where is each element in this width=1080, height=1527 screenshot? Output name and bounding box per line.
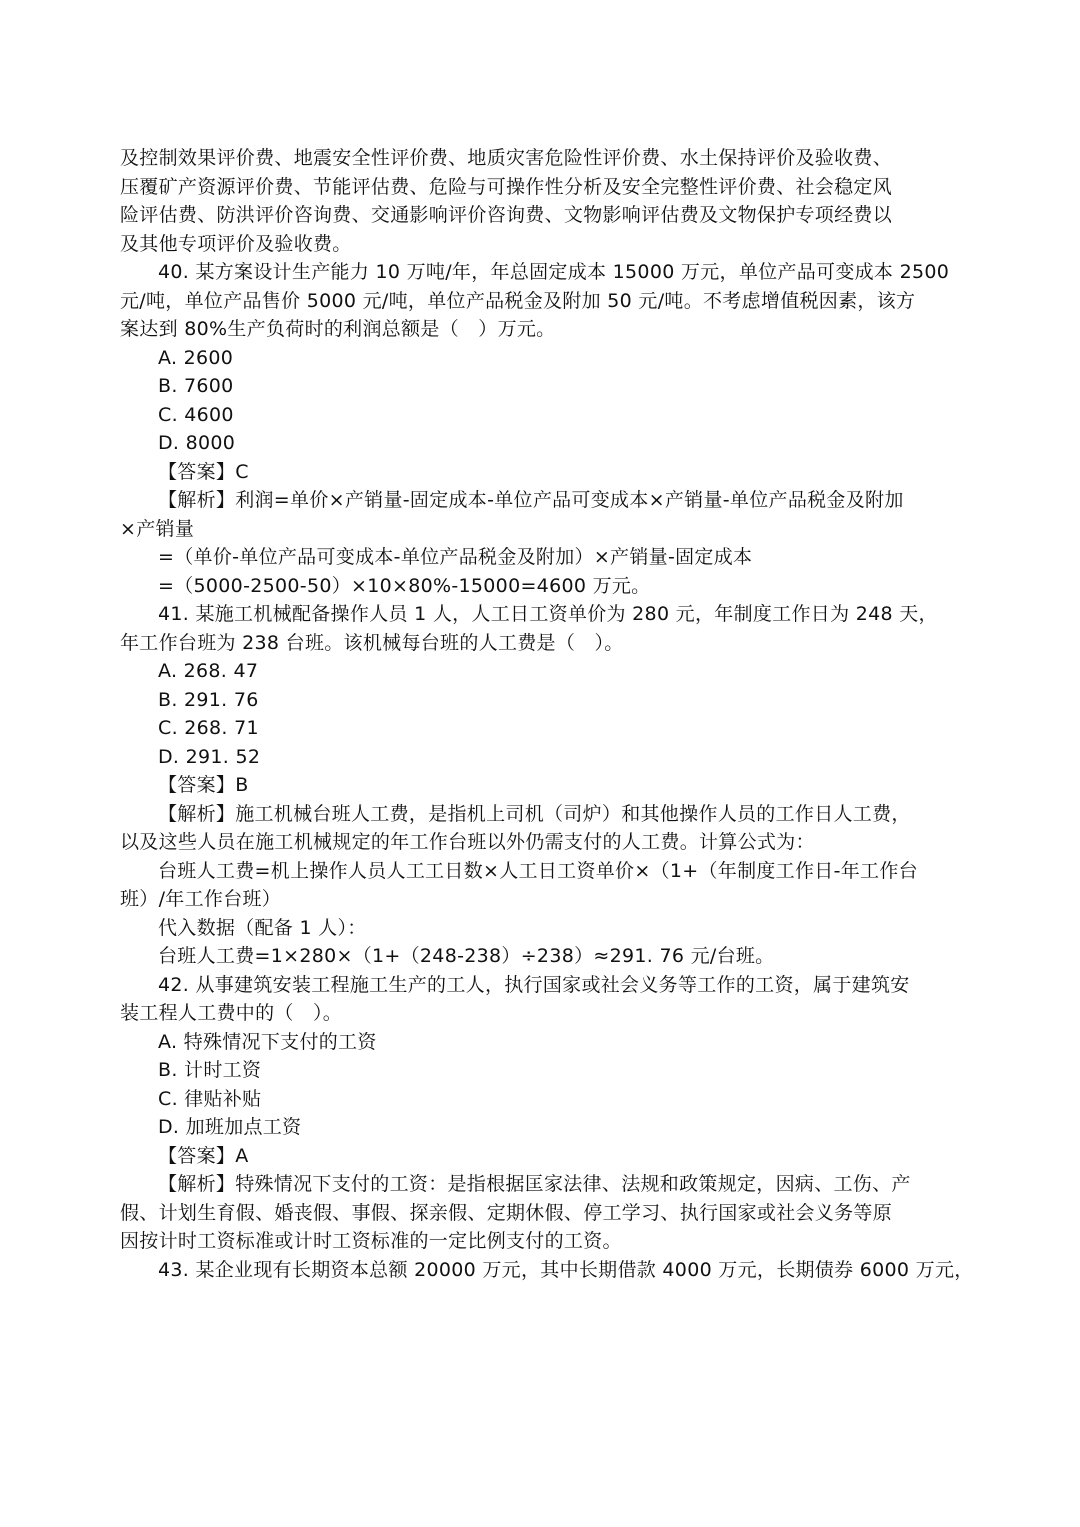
- text-line: 及其他专项评价及验收费。: [120, 232, 352, 255]
- text-line: 压覆矿产资源评价费、节能评估费、危险与可操作性分析及安全完整性评价费、社会稳定风: [120, 175, 893, 198]
- text-line: D. 8000: [158, 432, 236, 454]
- text-line: =（5000-2500-50）×10×80%-15000=4600 万元。: [158, 574, 651, 597]
- text-line: ×产销量: [120, 517, 195, 540]
- text-line: 以及这些人员在施工机械规定的年工作台班以外仍需支付的人工费。计算公式为：: [120, 831, 815, 853]
- text-line: C. 律贴补贴: [158, 1087, 262, 1110]
- text-line: 【答案】B: [158, 774, 249, 796]
- text-line: C. 268. 71: [158, 717, 259, 739]
- text-line: =（单价-单位产品可变成本-单位产品税金及附加）×产销量-固定成本: [158, 546, 753, 568]
- text-line: A. 268. 47: [158, 660, 259, 682]
- text-line: 元/吨，单位产品售价 5000 元/吨，单位产品税金及附加 50 元/吨。不考虑增值税因素，该方: [120, 289, 916, 312]
- text-line: A. 特殊情况下支付的工资: [158, 1030, 377, 1053]
- text-line: C. 4600: [158, 403, 234, 426]
- text-line: B. 7600: [158, 375, 234, 397]
- text-line: 43. 某企业现有长期资本总额 20000 万元，其中长期借款 4000 万元，长期债券 6000 万元，: [158, 1258, 974, 1281]
- document-page: [120, 144, 1000, 1284]
- text-line: 42. 从事建筑安装工程施工生产的工人，执行国家或社会义务等工作的工资，属于建筑安: [158, 973, 910, 996]
- text-line: 台班人工费=机上操作人员人工工日数×人工日工资单价×（1+（年制度工作日-年工作台: [158, 859, 918, 882]
- text-line: D. 加班加点工资: [158, 1116, 302, 1138]
- text-line: 【解析】施工机械台班人工费，是指机上司机（司炉）和其他操作人员的工作日人工费，: [158, 802, 911, 825]
- text-line: 41. 某施工机械配备操作人员 1 人，人工日工资单价为 280 元，年制度工作日为 248 天，: [158, 603, 938, 625]
- text-line: 险评估费、防洪评价咨询费、交通影响评价咨询费、文物影响评估费及文物保护专项经费以: [120, 204, 893, 226]
- text-line: 代入数据（配备 1 人）：: [158, 916, 367, 939]
- text-line: 班）/年工作台班）: [120, 888, 282, 910]
- text-line: 装工程人工费中的（ ）。: [120, 1002, 343, 1024]
- text-line: 因按计时工资标准或计时工资标准的一定比例支付的工资。: [120, 1230, 622, 1252]
- text-line: 【解析】利润=单价×产销量-固定成本-单位产品可变成本×产销量-单位产品税金及附加: [158, 489, 904, 511]
- text-line: B. 计时工资: [158, 1059, 262, 1081]
- text-line: 假、计划生育假、婚丧假、事假、探亲假、定期休假、停工学习、执行国家或社会义务等原: [120, 1201, 893, 1224]
- text-line: D. 291. 52: [158, 745, 261, 768]
- text-line: 台班人工费=1×280×（1+（248-238）÷238）≈291. 76 元/台班。: [158, 945, 775, 967]
- text-line: 【答案】A: [158, 1144, 249, 1167]
- text-line: 40. 某方案设计生产能力 10 万吨/年，年总固定成本 15000 万元，单位产品可变成本 2500: [158, 261, 950, 283]
- text-line: 及控制效果评价费、地震安全性评价费、地质灾害危险性评价费、水土保持评价及验收费、: [120, 147, 893, 169]
- text-line: B. 291. 76: [158, 688, 259, 711]
- text-line: 【解析】特殊情况下支付的工资：是指根据匡家法律、法规和政策规定，因病、工伤、产: [158, 1173, 911, 1195]
- text-line: A. 2600: [158, 346, 234, 369]
- text-line: 年工作台班为 238 台班。该机械每台班的人工费是（ ）。: [120, 631, 624, 654]
- text-line: 案达到 80%生产负荷时的利润总额是（ ）万元。: [120, 318, 556, 340]
- text-line: 【答案】C: [158, 460, 249, 483]
